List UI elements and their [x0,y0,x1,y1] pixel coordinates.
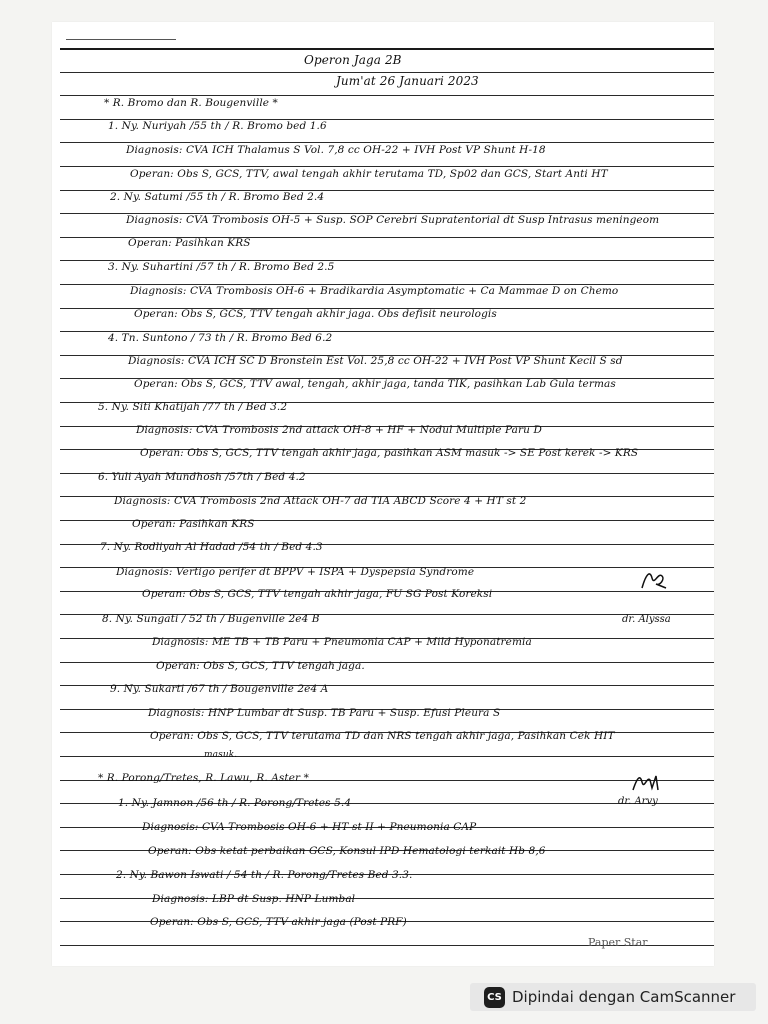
diagnosis-line: Diagnosis: CVA ICH SC D Bronstein Est Vol. 25,8 cc OH-22 + IVH Post VP Shunt Kecil S sd [128,355,623,367]
patient-line: 2. Ny. Bawon Iswati / 54 th / R. Porong/Tretes Bed 3.3. [116,869,413,881]
ruled-line [60,48,714,50]
operan-line: Operan: Pasihkan KRS [128,237,251,249]
diagnosis-line: Diagnosis: Vertigo perifer dt BPPV + ISPA + Dyspepsia Syndrome [116,566,475,578]
operan-line: Operan: Obs S, GCS, TTV tengah akhir jaga, FU SG Post Koreksi [142,588,493,600]
scanner-label: Dipindai dengan CamScanner [512,988,736,1006]
patient-line: 9. Ny. Sukarti /67 th / Bougenville 2e4 A [110,683,329,695]
diagnosis-line: Diagnosis: ME TB + TB Paru + Pneumonia CAP + Mild Hyponatremia [152,636,532,648]
operan-line: Operan: Obs ketat perbaikan GCS, Konsul IPD Hematologi terkait Hb 8,6 [148,845,546,857]
signature-mark [638,568,668,592]
patient-line: 6. Yuli Ayah Mundhosh /57th / Bed 4.2 [98,471,306,483]
operan-line: Operan: Obs S, GCS, TTV tengah akhir jaga, pasihkan ASM masuk -> SE Post kerek -> KRS [140,447,639,459]
patient-line: 5. Ny. Siti Khatijah /77 th / Bed 3.2 [98,401,288,413]
patient-line: 7. Ny. Rodliyah Al Hadad /54 th / Bed 4.3 [100,541,323,553]
patient-line: 4. Tn. Suntono / 73 th / R. Bromo Bed 6.2 [108,332,333,344]
ruled-line [60,756,714,757]
diagnosis-line: Diagnosis: CVA Trombosis OH-6 + Bradikardia Asymptomatic + Ca Mammae D on Chemo [130,285,619,297]
diagnosis-line: Diagnosis: CVA Trombosis 2nd Attack OH-7 dd TIA ABCD Score 4 + HT st 2 [114,495,527,507]
diagnosis-line: Diagnosis: CVA Trombosis OH-5 + Susp. SOP Cerebri Supratentorial dt Susp Intrasus meningeom [126,214,660,226]
patient-line: 3. Ny. Suhartini /57 th / R. Bromo Bed 2.5 [108,261,335,273]
top-margin-line [66,39,176,40]
operan-line: Operan: Obs S, GCS, TTV terutama TD dan NRS tengah akhir jaga, Pasihkan Cek HIT [150,730,615,742]
patient-line: 8. Ny. Sungati / 52 th / Bugenville 2e4 B [102,613,320,625]
section-heading: * R. Porong/Tretes, R. Lawu, R. Aster * [98,772,309,784]
camscanner-icon: CS [484,987,505,1008]
signature-name: dr. Arvy [618,796,658,807]
scanner-watermark [470,983,756,1011]
operan-continuation: masuk. [204,750,238,760]
patient-line: 2. Ny. Satumi /55 th / R. Bromo Bed 2.4 [110,191,325,203]
operan-line: Operan: Pasihkan KRS [132,518,255,530]
page-title: Operon Jaga 2B [304,53,402,67]
signature-name: dr. Alyssa [622,614,671,625]
operan-line: Operan: Obs S, GCS, TTV tengah akhir jaga. Obs defisit neurologis [134,308,497,320]
notebook-page [52,22,714,966]
diagnosis-line: Diagnosis: CVA Trombosis 2nd attack OH-8 + HF + Nodul Multiple Paru D [136,424,542,436]
signature-mark [630,770,660,794]
operan-line: Operan: Obs S, GCS, TTV awal, tengah, akhir jaga, tanda TIK, pasihkan Lab Gula termas [134,378,616,390]
diagnosis-line: Diagnosis: LBP dt Susp. HNP Lumbal [152,893,356,905]
diagnosis-line: Diagnosis: CVA Trombosis OH-6 + HT st II + Pneumonia CAP [142,821,477,833]
patient-line: 1. Ny. Nuriyah /55 th / R. Bromo bed 1.6 [108,120,327,132]
diagnosis-line: Diagnosis: CVA ICH Thalamus S Vol. 7,8 cc OH-22 + IVH Post VP Shunt H-18 [126,144,546,156]
operan-line: Operan: Obs S, GCS, TTV, awal tengah akhir terutama TD, Sp02 dan GCS, Start Anti HT [130,168,608,180]
operan-line: Operan: Obs S, GCS, TTV akhir jaga (Post PRF) [150,916,407,928]
operan-line: Operan: Obs S, GCS, TTV tengah jaga. [156,660,365,672]
patient-line: 1. Ny. Jamnon /56 th / R. Porong/Tretes 5.4 [118,797,352,809]
ruled-line [60,72,714,73]
section-heading: * R. Bromo dan R. Bougenville * [104,97,278,109]
diagnosis-line: Diagnosis: HNP Lumbar dt Susp. TB Paru + Susp. Efusi Pleura S [148,707,501,719]
page-date: Jum'at 26 Januari 2023 [336,74,479,88]
paper-brand: Paper Star [588,936,648,949]
